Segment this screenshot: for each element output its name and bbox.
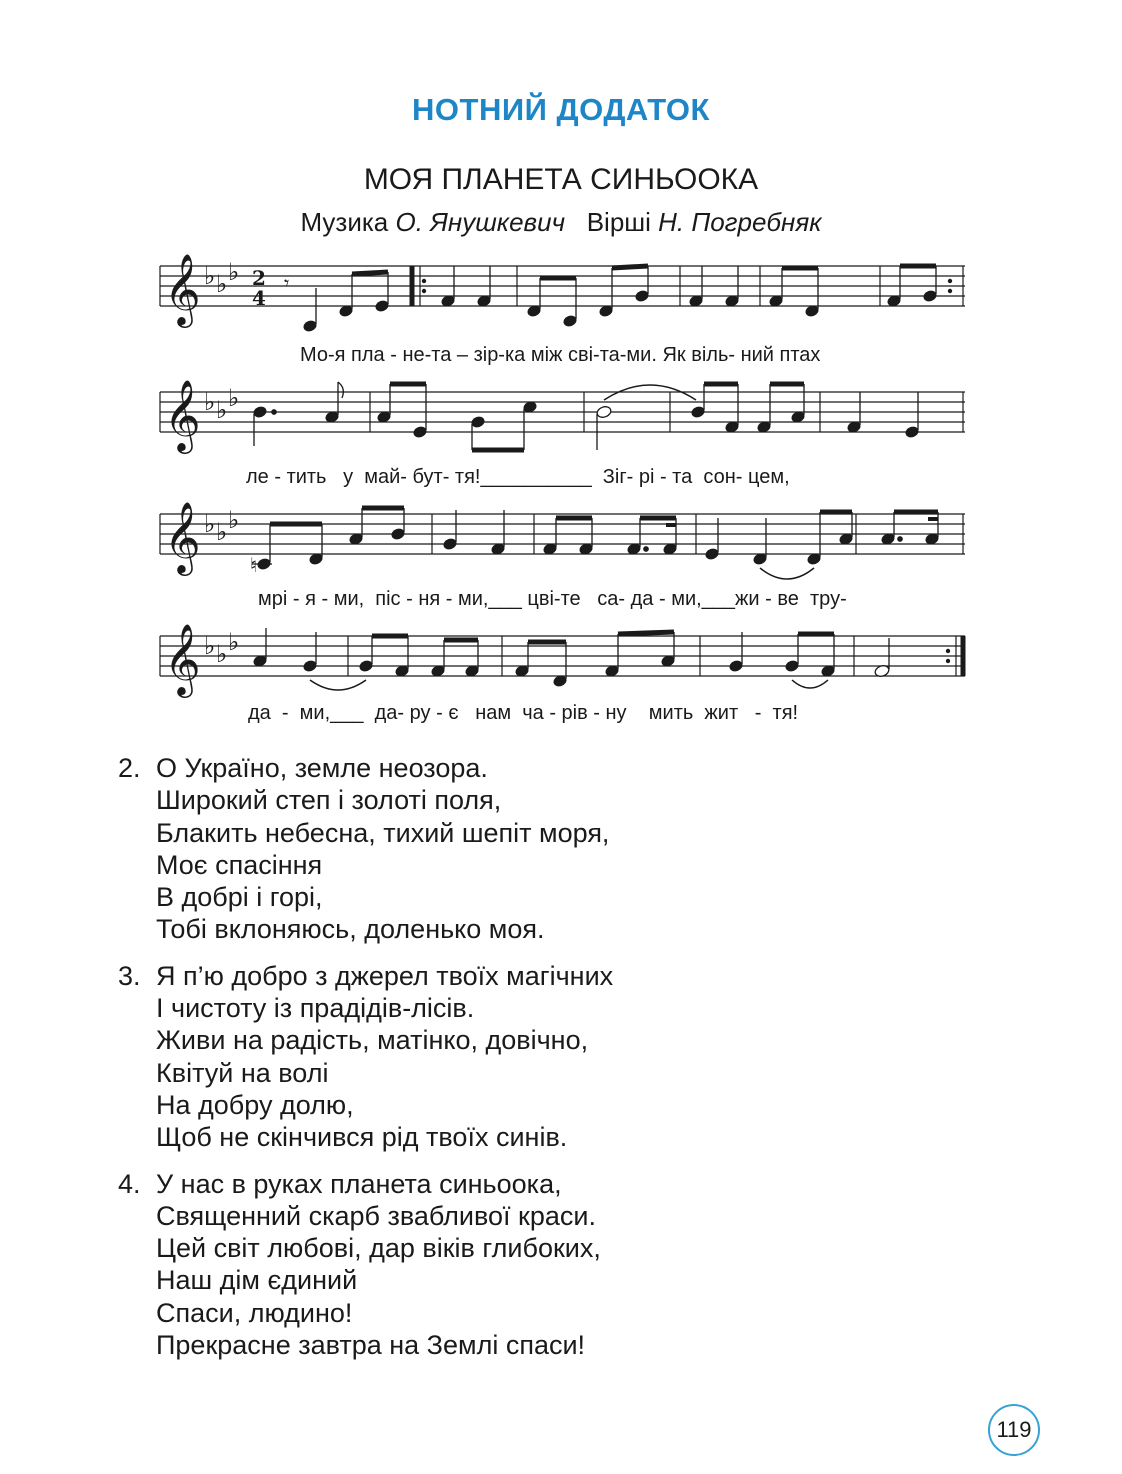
- staff-2-notation: [160, 374, 965, 474]
- verse-number: 2.: [118, 753, 141, 783]
- svg-text:♭: ♭: [204, 510, 216, 538]
- music-staff-1: [160, 248, 965, 348]
- svg-text:𝄾: 𝄾: [284, 273, 290, 295]
- verses-block: [118, 752, 918, 1375]
- lyric-line-3: мрі - я - ми, піс - ня - ми,___ цві-те са- да - ми,___жи - ве тру-: [258, 588, 847, 610]
- music-label: Музика: [300, 207, 389, 237]
- music-staff-3: [160, 496, 965, 596]
- page-number: 119: [988, 1404, 1040, 1456]
- svg-text:♭: ♭: [204, 262, 216, 290]
- verse-line: Священний скарб звабливої краси.: [156, 1200, 596, 1231]
- verse-4: [118, 1168, 918, 1362]
- verse-line: Я п’ю добро з джерел твоїх магічних: [156, 960, 614, 991]
- song-credits: [0, 207, 1122, 238]
- svg-text:𝄞: 𝄞: [164, 622, 201, 695]
- verse-line: Живи на радість, матінко, довічно,: [156, 1025, 589, 1056]
- svg-text:♭: ♭: [228, 384, 240, 412]
- verse-line: Щоб не скінчився рід твоїх синів.: [156, 1122, 568, 1153]
- svg-text:♮: ♮: [250, 553, 258, 577]
- lyric-line-2: ле - тить у май- бут- тя!__________ Зіг- рі - та сон- цем,: [246, 466, 790, 488]
- verse-line: Моє спасіння: [156, 849, 323, 880]
- composer-name: О. Янушкевич: [395, 207, 566, 237]
- svg-text:4: 4: [252, 286, 266, 310]
- svg-text:♭: ♭: [216, 396, 228, 424]
- verse-line: На добру долю,: [156, 1089, 354, 1120]
- verse-line: О Україно, земле неозора.: [156, 753, 488, 783]
- svg-text:♭: ♭: [228, 258, 240, 286]
- svg-text:𝄞: 𝄞: [164, 252, 201, 325]
- verse-line: Цей світ любові, дар віків глибоких,: [156, 1233, 601, 1264]
- music-staff-2: [160, 374, 965, 474]
- svg-text:♭: ♭: [204, 632, 216, 660]
- svg-text:♭: ♭: [216, 270, 228, 298]
- verse-line: Широкий степ і золоті поля,: [156, 785, 502, 816]
- verse-2: [118, 752, 918, 946]
- verse-line: Квітуй на волі: [156, 1057, 329, 1088]
- lyric-line-1: Мо-я пла - не-та – зір-ка між сві-та-ми. Як віль- ний птах: [300, 344, 821, 366]
- verse-3: [118, 960, 918, 1154]
- verse-number: 4.: [118, 1168, 141, 1199]
- verse-line: Прекрасне завтра на Землі спаси!: [156, 1330, 586, 1361]
- section-title: НОТНИЙ ДОДАТОК: [412, 92, 710, 127]
- staff-1-notation: [160, 248, 965, 348]
- svg-text:𝄞: 𝄞: [164, 378, 201, 451]
- verse-line: В добрі і горі,: [156, 882, 323, 913]
- verse-line: Наш дім єдиний: [156, 1265, 358, 1296]
- verse-number: 3.: [118, 960, 141, 991]
- lyrics-label: Вірші: [586, 207, 651, 237]
- svg-text:♭: ♭: [204, 388, 216, 416]
- svg-text:2: 2: [252, 266, 266, 290]
- song-title: МОЯ ПЛАНЕТА СИНЬООКА: [363, 163, 759, 196]
- verse-line: Тобі вклоняюсь, доленько моя.: [156, 914, 545, 945]
- svg-text:♭: ♭: [216, 518, 228, 546]
- staff-3-notation: [160, 496, 965, 596]
- svg-text:♭: ♭: [216, 640, 228, 668]
- verse-line: Спаси, людино!: [156, 1297, 353, 1328]
- svg-text:♭: ♭: [228, 506, 240, 534]
- lyric-line-4: да - ми,___ да- ру - є нам ча - рів - ну мить жит - тя!: [248, 702, 799, 724]
- svg-text:♭: ♭: [228, 628, 240, 656]
- lyricist-name: Н. Погребняк: [658, 207, 822, 237]
- verse-line: У нас в руках планета синьоока,: [156, 1168, 562, 1199]
- verse-line: І чистоту із прадідів-лісів.: [156, 993, 475, 1024]
- verse-line: Блакить небесна, тихий шепіт моря,: [156, 817, 610, 848]
- svg-text:𝄞: 𝄞: [164, 500, 201, 573]
